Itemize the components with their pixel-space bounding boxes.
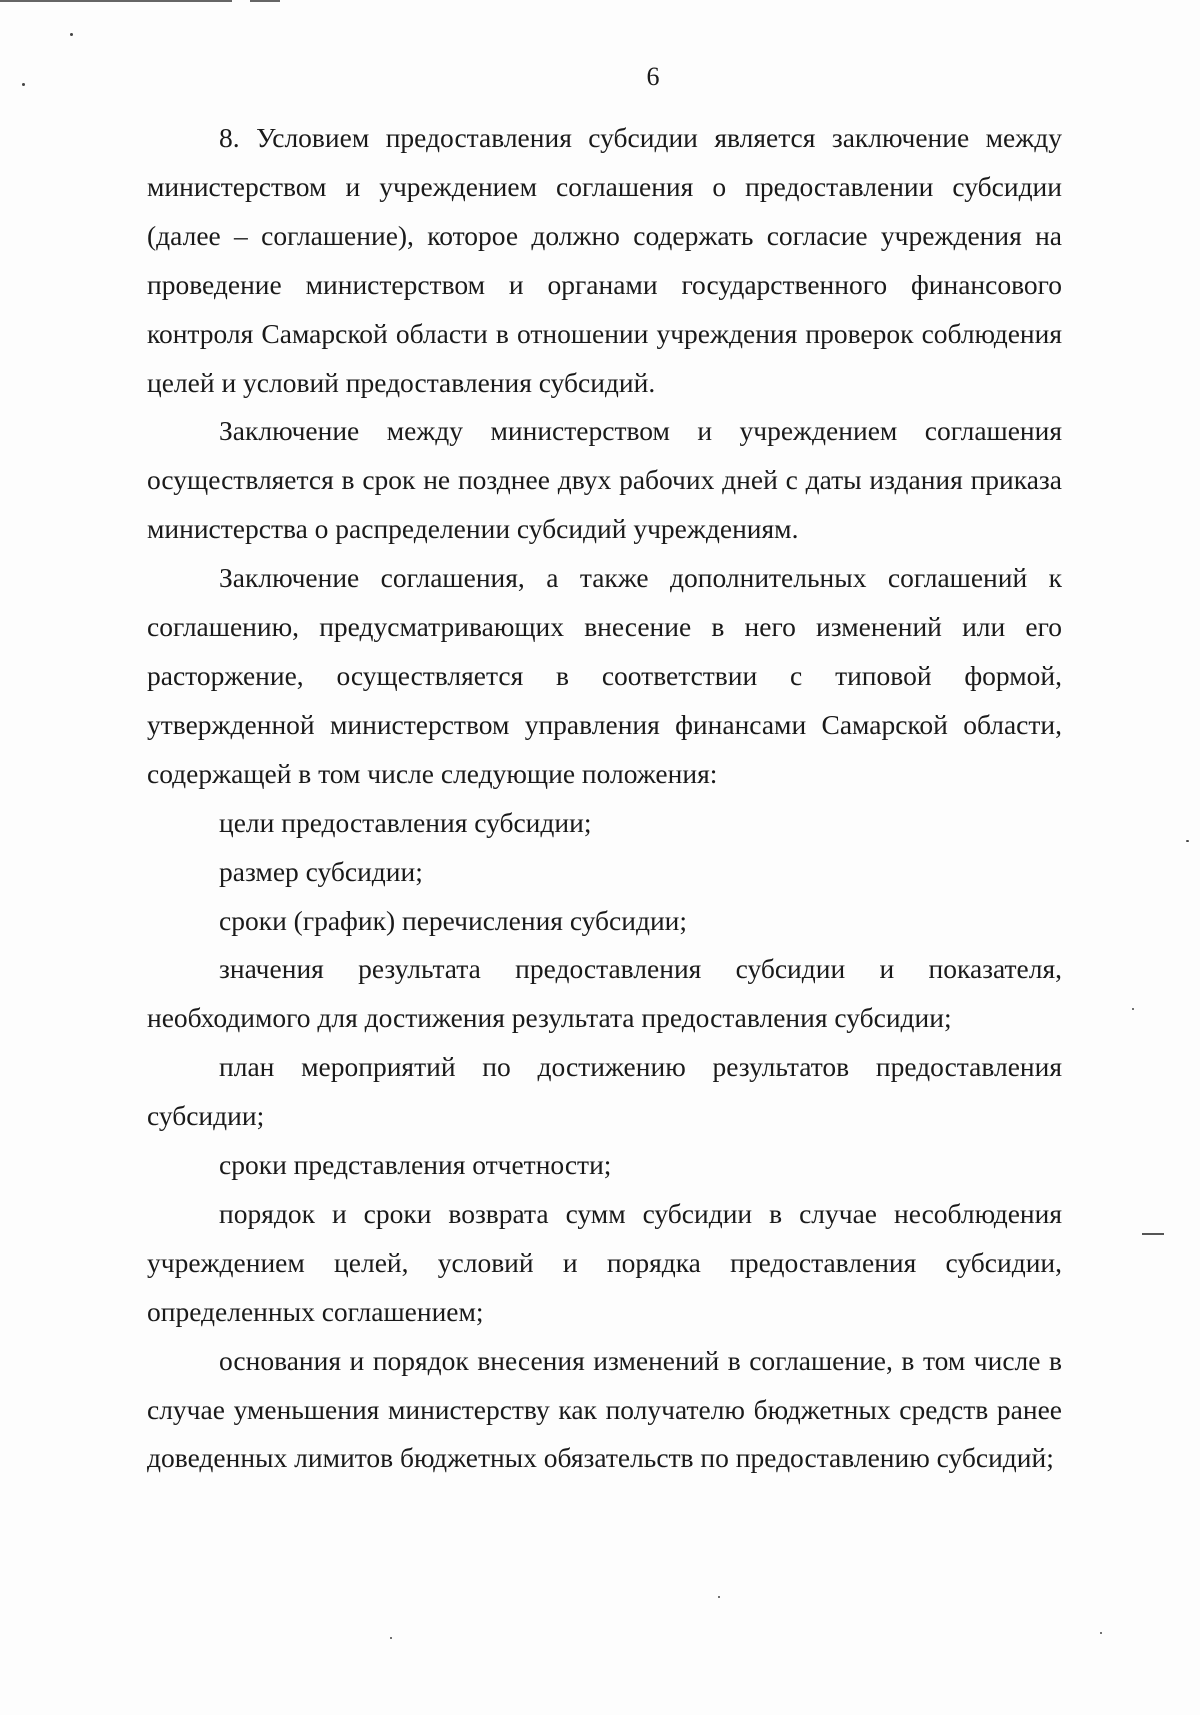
list-item-reporting: сроки представления отчетности; [219, 1149, 612, 1181]
list-item-amendments: основания и порядок внесения изменений в соглашение, в том числе в случае уменьшения министерству как получателю бюджетных средств ранее доведенных лимитов бюджетных обязательств по предоставлению субсидий; [147, 1344, 1062, 1474]
list-item-refund: порядок и сроки возврата сумм субсидии в случае несоблюдения учреждением целей, условий и порядка предоставления субсидии, определенных соглашением; [147, 1197, 1062, 1327]
paragraph-condition: 8. Условием предоставления субсидии является заключение между министерством и учреждением соглашения о предоставлении субсидии (далее – соглашение), которое должно содержать согласие учреждения на проведение министерством и органами государственного финансового контроля Самарской области в отношении учреждения проверок соблюдения целей и условий предоставления субсидий. [147, 122, 1062, 398]
scan-speck [718, 1596, 720, 1598]
scan-speck [1186, 840, 1189, 842]
list-item-plan: план мероприятий по достижению результатов предоставления субсидии; [147, 1051, 1062, 1132]
document-body [147, 114, 1062, 1483]
list-item-goals: цели предоставления субсидии; [219, 806, 592, 838]
paragraph-agreement-term: Заключение между министерством и учреждением соглашения осуществляется в срок не позднее двух рабочих дней с даты издания приказа министерства о распределении субсидий учреждениям. [147, 415, 1062, 545]
scan-edge-line [250, 0, 280, 2]
scan-speck [70, 33, 73, 36]
scan-speck [1100, 1632, 1102, 1634]
scan-dash [1142, 1233, 1164, 1235]
list-item-schedule: сроки (график) перечисления субсидии; [219, 904, 688, 936]
paragraph-agreement-form: Заключение соглашения, а также дополнительных соглашений к соглашению, предусматривающих внесение в него изменений или его расторжение, осуществляется в соответствии с типовой формой, утвержденной министерством управления финансами Самарской области, содержащей в том числе следующие положения: [147, 562, 1062, 789]
page-number: 6 [646, 62, 660, 91]
scan-speck [1132, 1008, 1134, 1010]
list-item-results: значения результата предоставления субсидии и показателя, необходимого для достижения результата предоставления субсидии; [147, 953, 1062, 1034]
scan-speck [390, 1637, 392, 1639]
list-item-size: размер субсидии; [219, 855, 423, 887]
scan-edge-line [0, 0, 232, 2]
